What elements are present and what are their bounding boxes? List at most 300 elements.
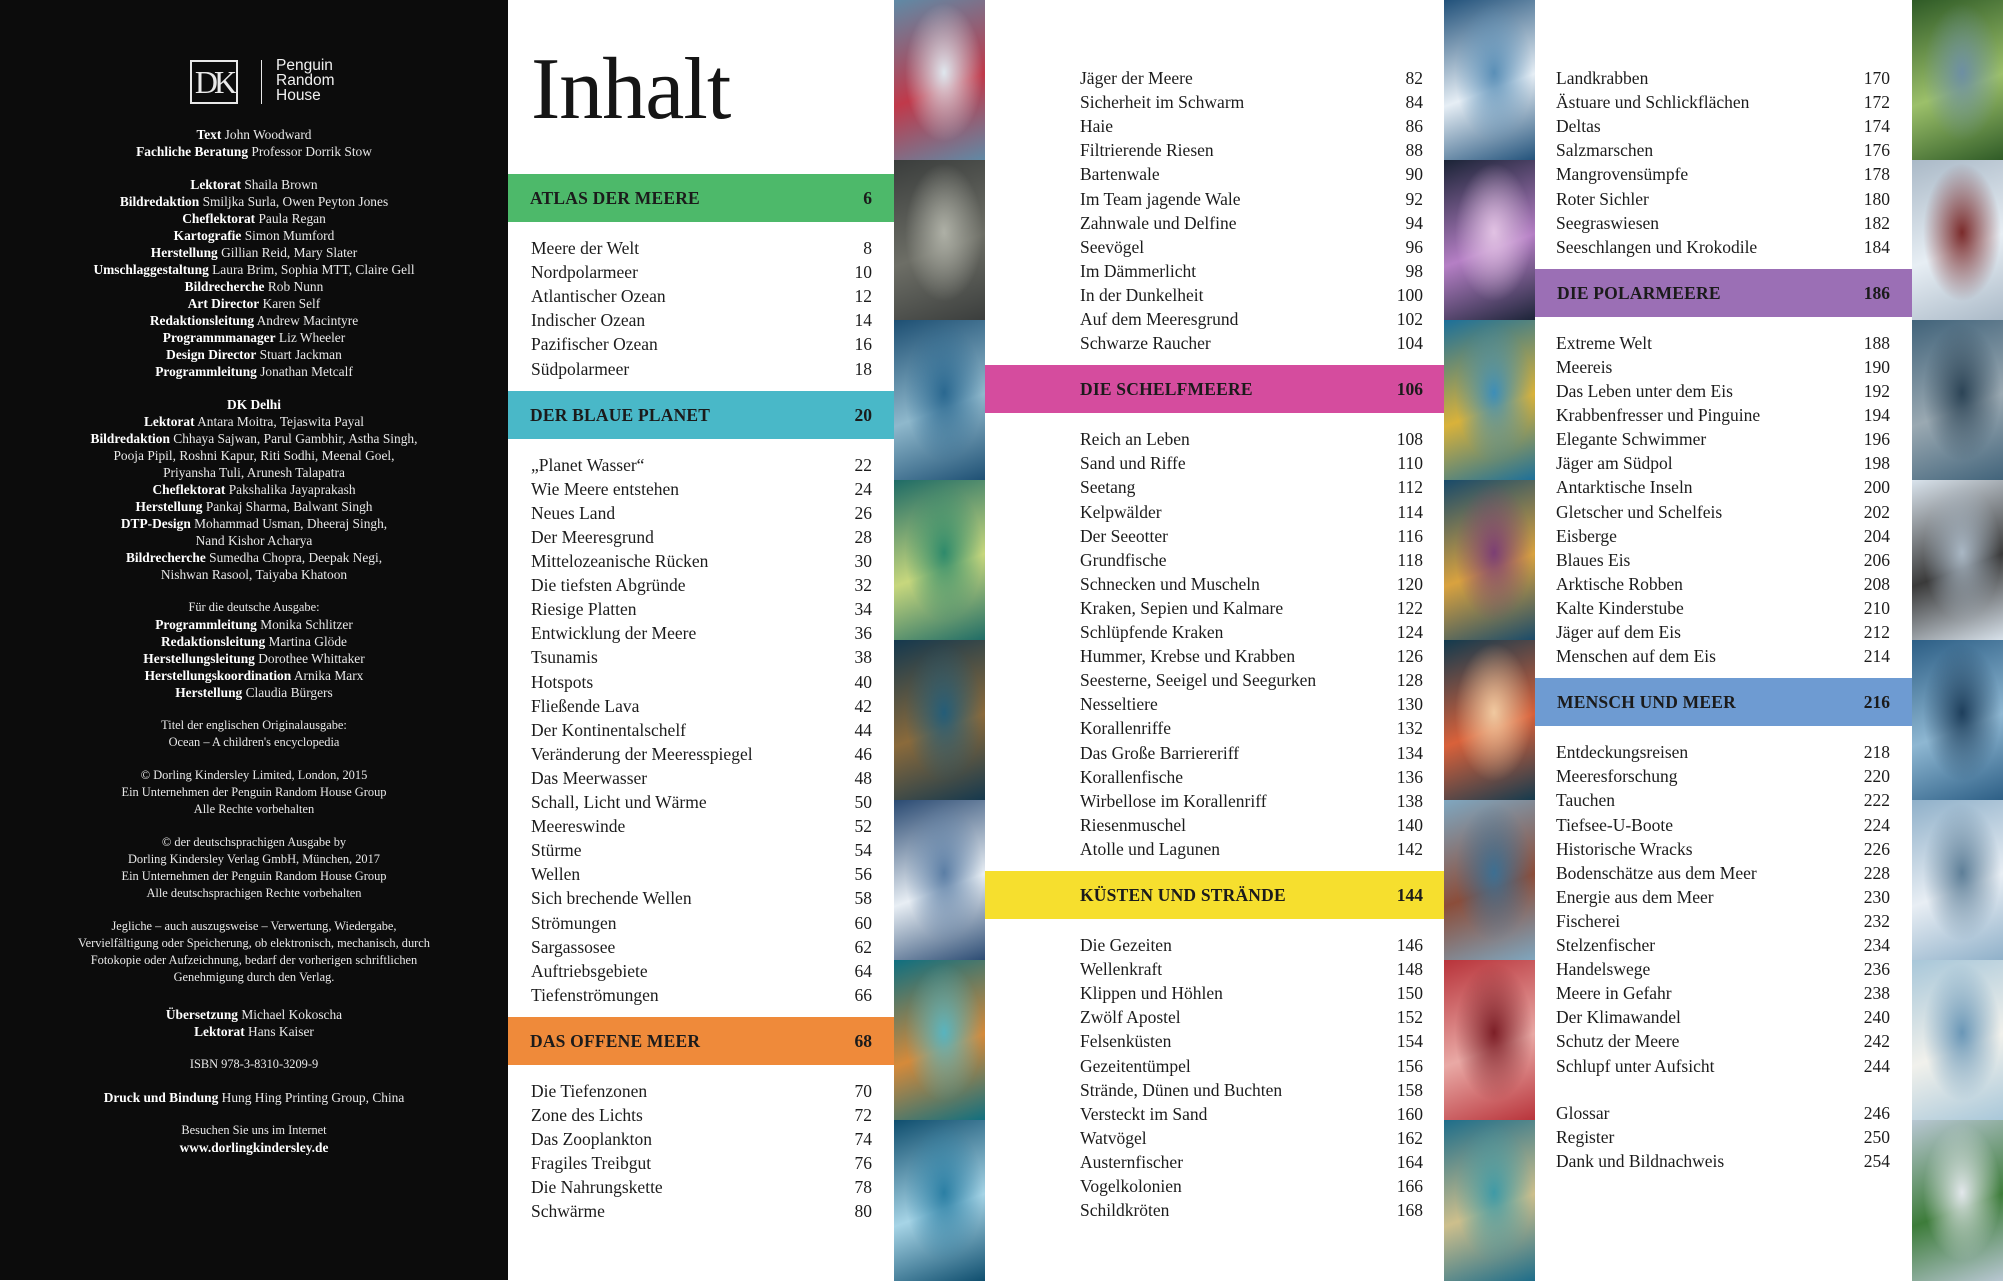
toc-entry-title: Mangrovensümpfe (1556, 164, 1689, 185)
toc-entry-page: 184 (1863, 236, 1890, 257)
toc-entry[interactable] (1556, 66, 1890, 90)
imprint-role: Lektorat (194, 1024, 245, 1039)
toc-entry-title: In der Dunkelheit (1080, 284, 1204, 305)
imprint-text: Jonathan Metcalf (260, 364, 353, 379)
toc-entry-title: Auf dem Meeresgrund (1080, 309, 1239, 329)
toc-entry-page: 58 (854, 888, 872, 909)
toc-entry[interactable] (531, 260, 872, 284)
toc-entry-title: Jäger auf dem Eis (1556, 622, 1681, 642)
toc-entry-page: 240 (1863, 1007, 1890, 1028)
toc-entry[interactable] (1556, 957, 1890, 981)
toc-entry[interactable] (1556, 524, 1890, 548)
imprint-spacer (0, 160, 508, 176)
toc-entry-page: 90 (1405, 164, 1423, 185)
toc-entry[interactable] (1080, 66, 1423, 90)
toc-entry[interactable] (531, 477, 872, 501)
toc-entry[interactable] (1080, 475, 1423, 499)
imprint-text: John Woodward (224, 127, 312, 142)
imprint-spacer (0, 986, 508, 1006)
imprint-credits (0, 126, 508, 1156)
imprint-role: Herstellungsleitung (143, 651, 255, 666)
diver-photo (1912, 640, 2003, 801)
toc-entry[interactable] (1556, 451, 1890, 475)
imprint-line (0, 515, 508, 532)
toc-entry[interactable] (1556, 1149, 1890, 1173)
toc-entry[interactable] (531, 236, 872, 260)
toc-entry-title: Schwarze Raucher (1080, 333, 1211, 354)
toc-entry-page: 148 (1396, 959, 1423, 980)
toc-entry[interactable] (1556, 1054, 1890, 1078)
toc-entry[interactable] (1556, 500, 1890, 524)
toc-entry-title: „Planet Wasser“ (531, 454, 645, 475)
imprint-role: Redaktionsleitung (161, 634, 266, 649)
toc-entry[interactable] (1556, 355, 1890, 379)
toc-entry-title: Haie (1080, 116, 1114, 137)
toc-entry-page: 172 (1863, 92, 1890, 113)
toc-entry-title: Bartenwale (1080, 164, 1160, 185)
publisher-line: Random (276, 72, 335, 89)
imprint-line (0, 481, 508, 498)
toc-entry-page: 46 (854, 743, 872, 764)
imprint-text: Pooja Pipil, Roshni Kapur, Riti Sodhi, Meenal Goel, (113, 448, 395, 463)
toc-entry[interactable] (531, 1175, 872, 1199)
toc-entry-title: Neues Land (531, 502, 616, 523)
imprint-text: Nand Kishor Acharya (195, 533, 313, 548)
toc-entry[interactable] (531, 670, 872, 694)
toc-entry-title: Fließende Lava (531, 695, 640, 716)
toc-entry[interactable] (1556, 885, 1890, 909)
toc-entry[interactable] (1556, 861, 1890, 885)
toc-entry[interactable] (1080, 620, 1423, 644)
sled-dogs-photo (1912, 480, 2003, 641)
toc-entry-page: 152 (1396, 1007, 1423, 1028)
imprint-text: Priyansha Tuli, Arunesh Talapatra (163, 465, 345, 480)
toc-entry-title: Zahnwale und Delfine (1080, 212, 1237, 233)
imprint-line (0, 633, 508, 650)
toc-entry-title: Eisberge (1556, 525, 1617, 546)
toc-entry-page: 94 (1405, 212, 1423, 233)
toc-entry[interactable] (1080, 548, 1423, 572)
red-crabs-photo (1444, 960, 1535, 1121)
toc-entry-title: Gezeitentümpel (1080, 1055, 1191, 1076)
imprint-line (0, 278, 508, 295)
toc-entry-title: Fischerei (1556, 910, 1621, 931)
imprint-role: Bildrecherche (125, 550, 206, 565)
toc-entry-title: Korallenriffe (1080, 718, 1172, 739)
toc-entry-page: 74 (854, 1129, 872, 1150)
toc-entry[interactable] (1556, 1029, 1890, 1053)
toc-entry[interactable] (1080, 138, 1423, 162)
toc-entry-page: 84 (1405, 92, 1423, 113)
toc-entry-title: Watvögel (1080, 1127, 1147, 1148)
toc-entry-title: Wellenkraft (1080, 959, 1163, 980)
toc-entry[interactable] (1556, 235, 1890, 259)
imprint-line (0, 952, 508, 969)
toc-entry-page: 250 (1863, 1126, 1890, 1147)
toc-entry[interactable] (1080, 668, 1423, 692)
toc-entry[interactable] (531, 742, 872, 766)
toc-entry[interactable] (531, 814, 872, 838)
toc-entry-title: Seetang (1080, 477, 1136, 498)
toc-entry[interactable] (531, 573, 872, 597)
sea-creature-photo (1444, 160, 1535, 321)
imprint-line (0, 767, 508, 784)
toc-entry[interactable] (1080, 1078, 1423, 1102)
toc-entry[interactable] (531, 1079, 872, 1103)
toc-entry[interactable] (1080, 957, 1423, 981)
toc-entry[interactable] (1080, 451, 1423, 475)
toc-entry[interactable] (1080, 741, 1423, 765)
toc-entry-page: 30 (854, 551, 872, 571)
toc-entry-title: Bodenschätze aus dem Meer (1556, 862, 1757, 883)
toc-entry[interactable] (1556, 1005, 1890, 1029)
toc-entry-page: 18 (854, 358, 872, 379)
section-heading[interactable] (508, 1017, 894, 1065)
toc-entry[interactable] (531, 766, 872, 790)
toc-entry[interactable] (1080, 692, 1423, 716)
section-heading[interactable] (1535, 269, 1912, 317)
lionfish-photo (1444, 640, 1535, 801)
imprint-line (0, 396, 508, 413)
imprint-text: Andrew Macintyre (256, 313, 359, 328)
toc-entry-page: 232 (1863, 910, 1890, 931)
toc-entry-title: Die tiefsten Abgründe (531, 575, 686, 596)
toc-entry-page: 80 (854, 1201, 872, 1222)
imprint-line (0, 566, 508, 583)
toc-entry[interactable] (1080, 90, 1423, 114)
toc-entry[interactable] (1556, 187, 1890, 211)
blue-hole-photo (894, 480, 985, 641)
toc-entry[interactable] (531, 357, 872, 381)
toc-entry[interactable] (1080, 114, 1423, 138)
toc-entry-title: Die Nahrungskette (531, 1177, 663, 1198)
toc-entry-title: Seeschlangen und Krokodile (1556, 236, 1758, 257)
imprint-line (0, 1122, 508, 1139)
toc-entry-title: Jäger der Meere (1080, 68, 1193, 88)
toc-entry[interactable] (1556, 813, 1890, 837)
toc-entry[interactable] (1556, 403, 1890, 427)
section-title: MENSCH UND MEER (1557, 692, 1736, 713)
toc-entry[interactable] (531, 718, 872, 742)
imprint-line (0, 176, 508, 193)
toc-entry-page: 150 (1396, 983, 1423, 1004)
imprint-text: Für die deutsche Ausgabe: (188, 600, 320, 614)
toc-entry[interactable] (1556, 788, 1890, 812)
toc-entry-title: Hotspots (531, 671, 594, 692)
imprint-text: Martina Glöde (268, 634, 347, 649)
imprint-line (0, 532, 508, 549)
toc-entry-page: 62 (854, 936, 872, 957)
toc-entry-page: 168 (1396, 1200, 1423, 1221)
toc-entry[interactable] (1080, 427, 1423, 451)
toc-entry-page: 40 (854, 671, 872, 692)
logo-divider (261, 60, 262, 104)
toc-entry[interactable] (531, 453, 872, 477)
toc-entry-page: 176 (1863, 140, 1890, 161)
toc-entry[interactable] (1556, 572, 1890, 596)
hurricane-photo (894, 800, 985, 961)
imprint-role: Text (196, 127, 222, 142)
toc-entry[interactable] (1080, 162, 1423, 186)
toc-entry[interactable] (1080, 644, 1423, 668)
toc-entry[interactable] (1556, 740, 1890, 764)
toc-entry[interactable] (1556, 138, 1890, 162)
imprint-text: Hung Hing Printing Group, China (221, 1090, 405, 1105)
toc-entry[interactable] (1556, 909, 1890, 933)
toc-entry-title: Das Meerwasser (531, 767, 648, 788)
imprint-role: Lektorat (190, 177, 241, 192)
toc-entry[interactable] (531, 862, 872, 886)
sailing-yacht-photo (894, 0, 985, 161)
toc-entry[interactable] (531, 332, 872, 356)
imprint-line (0, 126, 508, 143)
toc-entry-page: 78 (854, 1177, 872, 1198)
imprint-line (0, 1023, 508, 1040)
toc-entry[interactable] (1080, 789, 1423, 813)
imprint-line (0, 599, 508, 616)
toc-entry[interactable] (1556, 837, 1890, 861)
toc-entry[interactable] (1556, 162, 1890, 186)
jellyfish-photo (894, 960, 985, 1121)
toc-entry[interactable] (1556, 211, 1890, 235)
toc-entry[interactable] (531, 935, 872, 959)
toc-entry-page: 52 (854, 816, 872, 837)
imprint-role: Cheflektorat (152, 482, 226, 497)
toc-entry[interactable] (1556, 981, 1890, 1005)
toc-entry-page: 226 (1863, 838, 1890, 859)
sea-stack-photo (1444, 800, 1535, 961)
toc-entry-title: Sicherheit im Schwarm (1080, 92, 1245, 113)
toc-column-3 (1535, 0, 1912, 1280)
publisher-wordmark (276, 58, 335, 103)
toc-entry-title: Der Seeotter (1080, 525, 1168, 546)
toc-entry[interactable] (531, 911, 872, 935)
toc-entry[interactable] (1556, 596, 1890, 620)
toc-entry[interactable] (1556, 548, 1890, 572)
toc-entry[interactable] (531, 501, 872, 525)
toc-entry-title: Südpolarmeer (531, 358, 630, 379)
toc-column-2 (985, 0, 1444, 1280)
section-heading[interactable] (985, 365, 1444, 413)
toc-entry-page: 44 (854, 719, 872, 740)
toc-entry[interactable] (1556, 114, 1890, 138)
toc-entry-page: 138 (1396, 790, 1423, 811)
toc-entry-title: Glossar (1556, 1102, 1610, 1123)
toc-entry-page: 48 (854, 767, 872, 788)
imprint-role: Bildredaktion (90, 431, 170, 446)
toc-entry-page: 92 (1405, 188, 1423, 209)
toc-entry[interactable] (1080, 837, 1423, 861)
section-page-number: 186 (1863, 282, 1890, 303)
toc-entry[interactable] (531, 1151, 872, 1175)
toc-entry[interactable] (1080, 572, 1423, 596)
toc-entry-page: 194 (1863, 405, 1890, 426)
toc-entry[interactable] (531, 284, 872, 308)
toc-entry-page: 140 (1396, 814, 1423, 835)
toc-entry-page: 236 (1863, 959, 1890, 980)
toc-entry[interactable] (1556, 644, 1890, 668)
toc-entry[interactable] (531, 790, 872, 814)
section-heading[interactable] (508, 391, 894, 439)
toc-entry[interactable] (531, 645, 872, 669)
ocean-aerial-photo (894, 320, 985, 481)
toc-entry-title: Korallenfische (1080, 766, 1184, 787)
toc-entry[interactable] (1080, 1126, 1423, 1150)
imprint-line (0, 969, 508, 986)
toc-entry[interactable] (1556, 90, 1890, 114)
toc-entry[interactable] (1080, 307, 1423, 331)
toc-entry[interactable] (1080, 283, 1423, 307)
imprint-role: Druck und Bindung (103, 1090, 219, 1105)
toc-entry-page: 64 (854, 960, 872, 981)
toc-entry[interactable] (1080, 211, 1423, 235)
imprint-spacer (0, 1040, 508, 1056)
toc-entry[interactable] (1556, 1125, 1890, 1149)
toc-entry[interactable] (1080, 1005, 1423, 1029)
toc-entry-page: 170 (1863, 68, 1890, 88)
toc-entry-page: 180 (1863, 188, 1890, 209)
imprint-text: Chhaya Sajwan, Parul Gambhir, Astha Singh, (173, 431, 418, 446)
toc-entry-title: Die Gezeiten (1080, 935, 1172, 955)
section-heading[interactable] (508, 174, 894, 222)
imprint-text: Paula Regan (258, 211, 326, 226)
toc-entry-page: 28 (854, 526, 872, 547)
imprint-role: Kartografie (173, 228, 242, 243)
toc-entry-page: 254 (1863, 1150, 1890, 1171)
toc-entry-page: 124 (1396, 622, 1423, 642)
toc-entry[interactable] (1080, 1029, 1423, 1053)
imprint-spacer (0, 583, 508, 599)
imprint-spacer (0, 1073, 508, 1089)
toc-entry[interactable] (531, 597, 872, 621)
toc-entry[interactable] (1080, 933, 1423, 957)
toc-entry[interactable] (531, 621, 872, 645)
toc-entry-page: 196 (1863, 429, 1890, 450)
toc-entry[interactable] (1080, 813, 1423, 837)
toc-entry-page: 230 (1863, 886, 1890, 907)
toc-entry[interactable] (1556, 379, 1890, 403)
toc-entry[interactable] (531, 549, 872, 573)
imprint-text: Ein Unternehmen der Penguin Random House Group (121, 785, 387, 799)
imprint-line (0, 784, 508, 801)
toc-entry[interactable] (1080, 500, 1423, 524)
toc-entry[interactable] (1080, 716, 1423, 740)
toc-entry-page: 244 (1863, 1055, 1890, 1076)
toc-entry[interactable] (531, 1127, 872, 1151)
toc-entry[interactable] (531, 694, 872, 718)
toc-entry[interactable] (531, 983, 872, 1007)
toc-entry-title: Die Tiefenzonen (531, 1080, 648, 1101)
imprint-line (0, 193, 508, 210)
toc-entry[interactable] (1556, 764, 1890, 788)
toc-entry-page: 98 (1405, 260, 1423, 281)
toc-entry[interactable] (531, 1199, 872, 1223)
imprint-role: Herstellung (175, 685, 243, 700)
toc-entry[interactable] (531, 1103, 872, 1127)
toc-entry[interactable] (1556, 427, 1890, 451)
section-title: DIE POLARMEERE (1557, 282, 1721, 303)
section-title: DIE SCHELFMEERE (1080, 379, 1253, 400)
toc-entry-title: Krabbenfresser und Pinguine (1556, 405, 1761, 426)
toc-entry-page: 206 (1863, 549, 1890, 570)
toc-entry[interactable] (1556, 1101, 1890, 1125)
fish-school-photo (894, 1120, 985, 1281)
toc-entry-page: 12 (854, 286, 872, 307)
toc-entry-title: Felsenküsten (1080, 1031, 1172, 1052)
atoll-aerial-photo (1444, 1120, 1535, 1281)
toc-entry-page: 70 (854, 1080, 872, 1101)
toc-entry[interactable] (1080, 1054, 1423, 1078)
toc-entry-title: Energie aus dem Meer (1556, 886, 1714, 907)
imprint-line (0, 868, 508, 885)
toc-entry[interactable] (1080, 1102, 1423, 1126)
toc-entry[interactable] (1080, 596, 1423, 620)
imprint-line (0, 918, 508, 935)
toc-entry-title: Schutz der Meere (1556, 1031, 1680, 1052)
toc-entry-title: Kelpwälder (1080, 501, 1162, 522)
toc-entry-title: Tiefenströmungen (531, 984, 659, 1005)
toc-entry[interactable] (1080, 981, 1423, 1005)
toc-entry[interactable] (531, 838, 872, 862)
imprint-role: Herstellungskoordination (144, 668, 292, 683)
toc-entry[interactable] (1080, 331, 1423, 355)
toc-entry[interactable] (531, 308, 872, 332)
seal-photo (1912, 320, 2003, 481)
toc-entry-page: 8 (863, 238, 872, 258)
toc-entry[interactable] (1556, 331, 1890, 355)
toc-entry[interactable] (1556, 933, 1890, 957)
toc-entry-page: 224 (1863, 814, 1890, 835)
toc-entry[interactable] (1556, 620, 1890, 644)
toc-entry-page: 208 (1863, 573, 1890, 594)
imprint-text: Liz Wheeler (278, 330, 346, 345)
toc-entry-page: 24 (854, 478, 872, 499)
imprint-line (0, 329, 508, 346)
toc-entry-title: Veränderung der Meeresspiegel (531, 743, 753, 764)
imprint-line (0, 363, 508, 380)
toc-entry[interactable] (531, 525, 872, 549)
toc-entry-title: Schlupf unter Aufsicht (1556, 1055, 1715, 1076)
imprint-text: Claudia Bürgers (245, 685, 333, 700)
toc-entry[interactable] (531, 959, 872, 983)
toc-entry[interactable] (531, 886, 872, 910)
toc-entry[interactable] (1080, 765, 1423, 789)
toc-entry[interactable] (1080, 1174, 1423, 1198)
toc-entry[interactable] (1080, 1198, 1423, 1222)
toc-entry-title: Atlantischer Ozean (531, 286, 666, 307)
toc-entry[interactable] (1080, 259, 1423, 283)
toc-entry[interactable] (1556, 475, 1890, 499)
toc-entry[interactable] (1080, 187, 1423, 211)
toc-entry[interactable] (1080, 235, 1423, 259)
toc-entry-page: 166 (1396, 1176, 1423, 1196)
imprint-role: Bildredaktion (119, 194, 200, 209)
toc-entry-page: 82 (1405, 68, 1423, 88)
toc-entry[interactable] (1080, 524, 1423, 548)
imprint-line (0, 464, 508, 481)
section-page-number: 20 (854, 404, 872, 425)
toc-entry-title: Sich brechende Wellen (531, 888, 692, 909)
imprint-text: Hans Kaiser (248, 1024, 314, 1039)
toc-entry-page: 238 (1863, 983, 1890, 1004)
section-page-number: 216 (1863, 692, 1890, 713)
section-heading[interactable] (1535, 678, 1912, 726)
imprint-line (0, 935, 508, 952)
toc-entry-title: Wirbellose im Korallenriff (1080, 790, 1267, 811)
section-heading[interactable] (985, 871, 1444, 919)
toc-entry[interactable] (1080, 1150, 1423, 1174)
imprint-text: Ein Unternehmen der Penguin Random House Group (121, 869, 387, 883)
